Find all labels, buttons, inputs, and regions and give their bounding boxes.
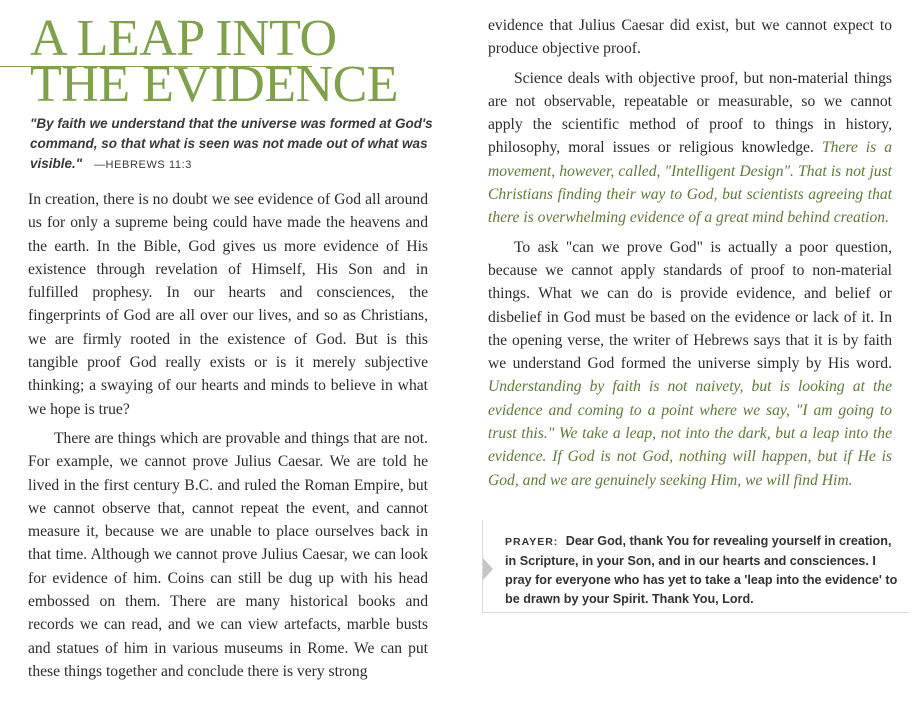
prayer-arrow-icon: [483, 558, 493, 580]
right-paragraph-3: [488, 236, 892, 492]
page-title: [30, 10, 450, 113]
prayer-content: [505, 532, 901, 609]
right-column: [488, 14, 892, 492]
right-paragraph-2: [488, 67, 892, 230]
prayer-label: PRAYER:: [505, 536, 559, 548]
left-paragraph-2: There are things which are provable and things that are not. For example, we cannot prove Julius Caesar. We are told he lived in the first century B.C. and ruled the Roman Empire, but we cannot observe that, cannot repeat the event, and cannot measure it, because we are unable to place ourselves back in that time. Although we cannot prove Julius Caesar, we can look for evidence of him. Coins can still be dug up with his head embossed on them. There are many historical books and records we can read, and we can view artefacts, marble busts and statues of him in various museums in Rome. We can put these things together and conclude there is very strong: [28, 429, 428, 680]
title-line-2: THE EVIDENCE: [30, 56, 399, 113]
right-paragraph-2-text: Science deals with objective proof, but non-material things are not observable, repeatable or measurable, so we cannot apply the scientific method of proof to things in history, philosophy, moral issues or religious knowledge.: [488, 69, 892, 157]
title-line-1: A LEAP INTO: [30, 10, 337, 67]
scripture-quote: [30, 114, 440, 175]
right-paragraph-3-text: To ask "can we prove God" is actually a poor question, because we cannot apply standards of proof to non-material things. What we can do is provide evidence, and belief or disbelief in God must be based on the evidence or lack of it. In the opening verse, the writer of Hebrews says that it is by faith we understand God formed the universe simply by His word.: [488, 238, 892, 373]
left-column: [28, 188, 428, 683]
right-paragraph-2-emphasis: There is a movement, however, called, "Intelligent Design". That is not just Christians finding their way to God, but scientists agreeing that there is overwhelming evidence of a great mind behind creation.: [488, 139, 893, 227]
prayer-box: [482, 520, 909, 613]
quote-reference: —HEBREWS 11:3: [93, 159, 193, 171]
right-paragraph-1: evidence that Julius Caesar did exist, but we cannot expect to produce objective proof.: [488, 17, 892, 58]
quote-text: "By faith we understand that the universe was formed at God's command, so that what is seen was not made out of what was visible.": [30, 116, 433, 171]
right-paragraph-3-emphasis: Understanding by faith is not naivety, but is looking at the evidence and coming to a point where we say, "I am going to trust this." We take a leap, not into the dark, but a leap into the evidence. If God is not God, nothing will happen, but if He is God, and we are genuinely seeking Him, we will find Him.: [488, 378, 892, 489]
left-paragraph-1: In creation, there is no doubt we see evidence of God all around us for only a supreme being could have made the heavens and the earth. In the Bible, God gives us more evidence of His existence through revelation of Himself, His Son and in fulfilled prophesy. In our hearts and consciences, the fingerprints of God are all over our lives, and so as Christians, we are firmly rooted in the existence of God. But is this tangible proof God really exists or is it merely subjective thinking; a swaying of our hearts and minds to believe in what we hope is true?: [28, 191, 428, 418]
prayer-text: Dear God, thank You for revealing yourself in creation, in Scripture, in your Son, and in our hearts and consciences. I pray for everyone who has yet to take a 'leap into the evidence' to be drawn by your Spirit. Thank You, Lord.: [505, 534, 898, 606]
